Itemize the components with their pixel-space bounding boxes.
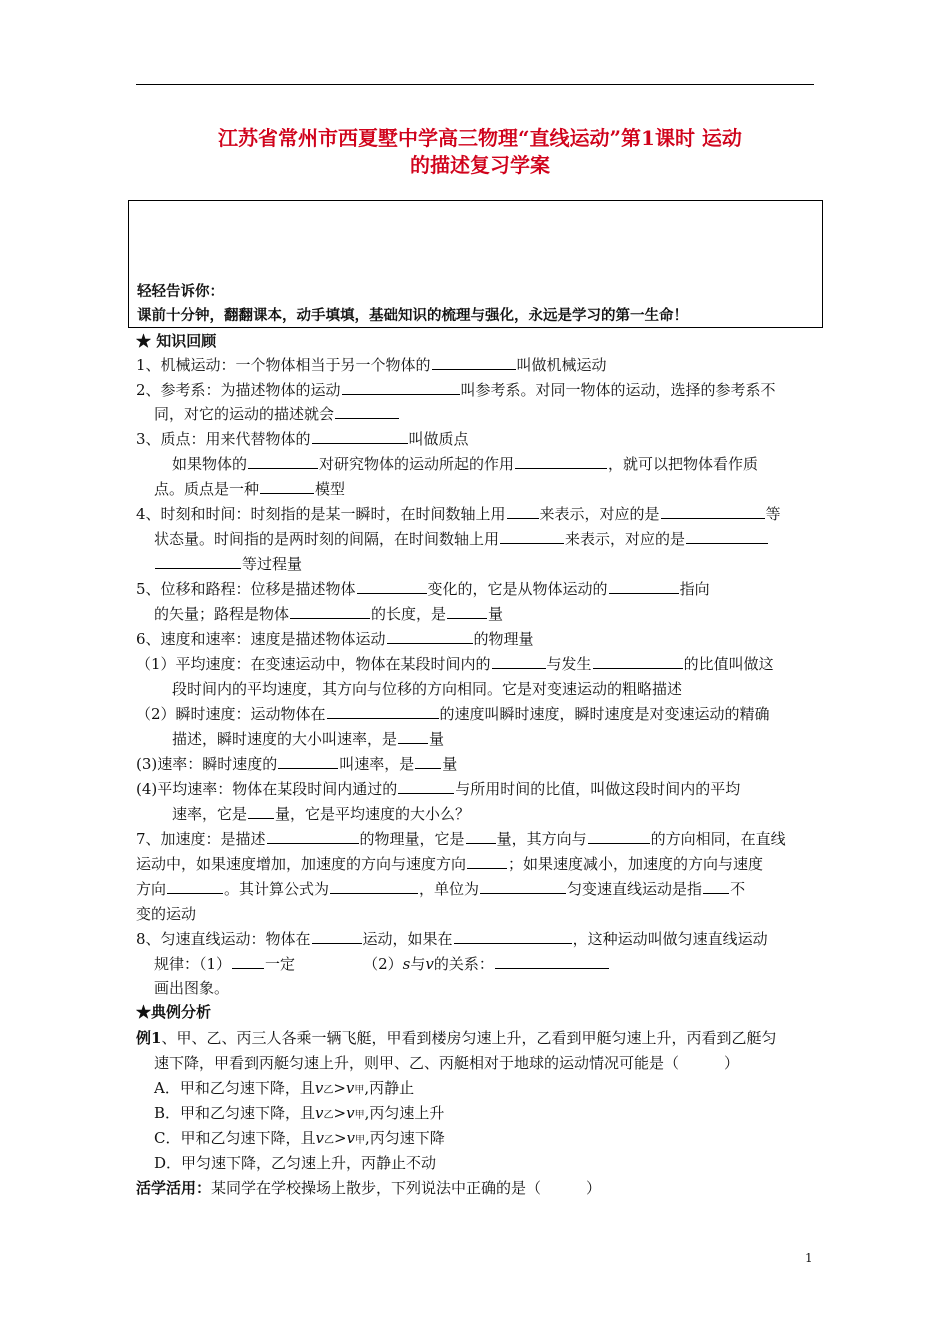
fill-blank[interactable]: [454, 929, 572, 944]
item-6-2-cont: 描述，瞬时速度的大小叫速率，是 量: [172, 730, 445, 748]
fill-blank[interactable]: [588, 829, 650, 844]
fill-blank[interactable]: [232, 954, 264, 969]
doc-title-line1: 江苏省常州市西夏墅中学高三物理“直线运动”第1课时 运动: [218, 126, 742, 150]
option-c[interactable]: C．甲和乙匀速下降，且v乙>v甲,丙匀速下降: [154, 1129, 445, 1147]
item-7-cont3: 变的运动: [136, 905, 197, 923]
fill-blank[interactable]: [415, 754, 441, 769]
item-6-2: （2）瞬时速度：运动物体在 的速度叫瞬时速度，瞬时速度是对变速运动的精确: [136, 705, 770, 723]
practice-question: 活学活用：某同学在学校操场上散步，下列说法中正确的是（ ）: [136, 1179, 602, 1197]
option-d[interactable]: D．甲匀速下降，乙匀速上升，丙静止不动: [154, 1154, 437, 1172]
fill-blank[interactable]: [398, 729, 428, 744]
item-5-cont: 的矢量；路程是物体 的长度，是 量: [154, 605, 504, 623]
fill-blank[interactable]: [507, 504, 539, 519]
fill-blank[interactable]: [327, 704, 439, 719]
tip-heading: 轻轻告诉你：: [137, 283, 224, 300]
fill-blank[interactable]: [267, 829, 359, 844]
item-5: 5、位移和路程：位移是描述物体 变化的，它是从物体运动的 指向: [136, 580, 710, 598]
example-1-line1: 例1、甲、乙、丙三人各乘一辆飞艇，甲看到楼房匀速上升，乙看到甲艇匀速上升，丙看到乙艇匀: [136, 1029, 777, 1047]
section-knowledge-review: ★ 知识回顾: [136, 332, 217, 350]
fill-blank[interactable]: [686, 529, 768, 544]
item-2-cont: 同，对它的运动的描述就会: [154, 403, 400, 425]
fill-blank[interactable]: [312, 429, 408, 444]
item-4-cont: 状态量。时间指的是两时刻的间隔，在时间数轴上用 来表示，对应的是: [154, 528, 769, 550]
item-6-1: （1）平均速度：在变速运动中，物体在某段时间内的 与发生 的比值叫做这: [136, 655, 774, 673]
option-b[interactable]: B．甲和乙匀速下降，且v乙>v甲,丙匀速上升: [154, 1104, 445, 1122]
fill-blank[interactable]: [312, 929, 362, 944]
item-4-cont2: 等过程量: [154, 553, 302, 575]
item-6-4-cont: 速率，它是 量，它是平均速度的大小么？: [172, 805, 471, 823]
item-3-cont2: 点。质点是一种 模型: [154, 480, 346, 498]
item-2: 2、参考系：为描述物体的运动 叫参考系。对同一物体的运动，选择的参考系不: [136, 381, 776, 399]
item-1: 1、机械运动：一个物体相当于另一个物体的 叫做机械运动: [136, 356, 607, 374]
section-example-analysis: ★典例分析: [136, 1003, 212, 1021]
item-7-cont: 运动中，如果速度增加，加速度的方向与速度方向 ；如果速度减小，加速度的方向与速度: [136, 855, 764, 873]
fill-blank[interactable]: [447, 604, 487, 619]
item-8: 8、匀速直线运动：物体在 运动，如果在 ，这种运动叫做匀速直线运动: [136, 930, 768, 948]
fill-blank[interactable]: [492, 654, 546, 669]
fill-blank[interactable]: [330, 879, 418, 894]
tip-text: 课前十分钟，翻翻课本，动手填填，基础知识的梳理与强化，永远是学习的第一生命！: [137, 307, 688, 324]
item-3-cont: 如果物体的 对研究物体的运动所起的作用 ，就可以把物体看作质: [172, 455, 759, 473]
fill-blank[interactable]: [661, 504, 765, 519]
fill-blank[interactable]: [387, 629, 473, 644]
fill-blank[interactable]: [466, 829, 496, 844]
item-4: 4、时刻和时间：时刻指的是某一瞬时，在时间数轴上用 来表示，对应的是 等: [136, 505, 781, 523]
fill-blank[interactable]: [357, 579, 427, 594]
fill-blank[interactable]: [290, 604, 370, 619]
item-7: 7、加速度：是描述 的物理量，它是 量，其方向与 的方向相同，在直线: [136, 830, 786, 848]
page-number: 1: [805, 1251, 813, 1265]
fill-blank[interactable]: [335, 404, 399, 419]
fill-blank[interactable]: [500, 529, 564, 544]
fill-blank[interactable]: [278, 754, 338, 769]
header-rule: [136, 84, 814, 85]
fill-blank[interactable]: [155, 554, 241, 569]
item-6-4: (4)平均速率：物体在某段时间内通过的 与所用时间的比值，叫做这段时间内的平均: [136, 780, 741, 798]
fill-blank[interactable]: [432, 355, 516, 370]
option-a[interactable]: A．甲和乙匀速下降，且v乙>v甲,丙静止: [154, 1079, 415, 1097]
doc-title-line2: 的描述复习学案: [410, 153, 550, 177]
fill-blank[interactable]: [515, 454, 607, 469]
fill-blank[interactable]: [495, 954, 609, 969]
fill-blank[interactable]: [703, 879, 729, 894]
fill-blank[interactable]: [260, 479, 314, 494]
fill-blank[interactable]: [167, 879, 223, 894]
item-8-rules: 规律：（1） 一定 （2）s与v的关系：: [154, 953, 610, 975]
item-3: 3、质点：用来代替物体的 叫做质点: [136, 430, 469, 448]
item-7-cont2: 方向 。其计算公式为 ，单位为 匀变速直线运动是指 不: [136, 880, 746, 898]
fill-blank[interactable]: [342, 380, 460, 395]
fill-blank[interactable]: [593, 654, 683, 669]
item-6: 6、速度和速率：速度是描述物体运动 的物理量: [136, 630, 534, 648]
item-6-3: (3)速率：瞬时速度的 叫速率，是 量: [136, 755, 458, 773]
fill-blank[interactable]: [467, 854, 507, 869]
fill-blank[interactable]: [609, 579, 679, 594]
fill-blank[interactable]: [398, 779, 454, 794]
fill-blank[interactable]: [480, 879, 566, 894]
item-8-graph: 画出图象。: [154, 979, 230, 997]
item-6-1-cont: 段时间内的平均速度，其方向与位移的方向相同。它是对变速运动的粗略描述: [172, 680, 683, 698]
fill-blank[interactable]: [248, 454, 318, 469]
example-1-line2: 速下降，甲看到丙艇匀速上升，则甲、乙、丙艇相对于地球的运动情况可能是（ ）: [154, 1054, 740, 1072]
tip-box: [128, 200, 823, 328]
fill-blank[interactable]: [248, 804, 274, 819]
